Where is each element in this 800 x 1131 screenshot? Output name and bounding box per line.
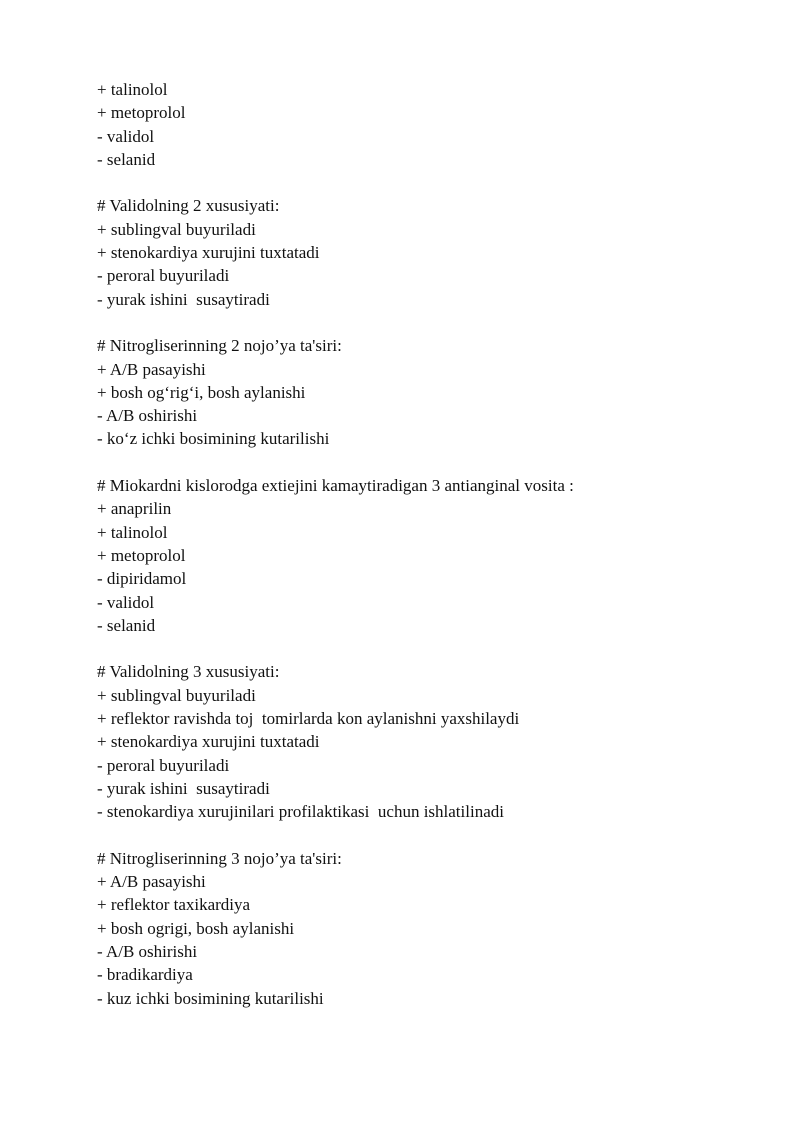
question-block	[97, 847, 737, 1010]
answer-option: + reflektor ravishda toj tomirlarda kon aylanishni yaxshilaydi	[97, 709, 520, 729]
question-heading: # Nitrogliserinning 2 nojo’ya ta'siri:	[97, 336, 342, 356]
answer-option: + sublingval buyuriladi	[97, 685, 256, 705]
answer-option: - dipiridamol	[97, 569, 187, 589]
question-block	[97, 334, 737, 450]
answer-option: - selanid	[97, 149, 156, 169]
blank-line	[97, 824, 737, 847]
answer-option: - peroral buyuriladi	[97, 755, 230, 775]
answer-option: - A/B oshirishi	[97, 941, 198, 961]
answer-option: + metoprolol	[97, 545, 186, 565]
document-content	[97, 78, 737, 1010]
question-block	[97, 194, 737, 310]
answer-option: - selanid	[97, 615, 156, 635]
answer-option: + talinolol	[97, 522, 168, 542]
answer-option: + sublingval buyuriladi	[97, 219, 256, 239]
blank-line	[97, 451, 737, 474]
question-block	[97, 78, 737, 171]
answer-option: - bradikardiya	[97, 965, 193, 985]
answer-option: - peroral buyuriladi	[97, 266, 230, 286]
answer-option: - stenokardiya xurujinilari profilaktikasi uchun ishlatilinadi	[97, 802, 504, 822]
blank-line	[97, 637, 737, 660]
answer-option: - validol	[97, 126, 155, 146]
answer-option: + A/B pasayishi	[97, 359, 206, 379]
answer-option: + metoprolol	[97, 103, 186, 123]
answer-option: + stenokardiya xurujini tuxtatadi	[97, 243, 320, 263]
blank-line	[97, 311, 737, 334]
answer-option: + stenokardiya xurujini tuxtatadi	[97, 732, 320, 752]
answer-option: - validol	[97, 592, 155, 612]
answer-option: - kuz ichki bosimining kutarilishi	[97, 988, 324, 1008]
answer-option: - A/B oshirishi	[97, 406, 198, 426]
answer-option: + bosh og‘rig‘i, bosh aylanishi	[97, 382, 306, 402]
question-block	[97, 660, 737, 823]
question-heading: # Validolning 3 xususiyati:	[97, 662, 280, 682]
question-heading: # Validolning 2 xususiyati:	[97, 196, 280, 216]
answer-option: + talinolol	[97, 80, 168, 99]
question-heading: # Nitrogliserinning 3 nojo’ya ta'siri:	[97, 848, 342, 868]
blank-line	[97, 171, 737, 194]
answer-option: + reflektor taxikardiya	[97, 895, 251, 915]
answer-option: - yurak ishini susaytiradi	[97, 289, 270, 309]
question-block	[97, 474, 737, 637]
answer-option: + A/B pasayishi	[97, 872, 206, 892]
answer-option: - ko‘z ichki bosimining kutarilishi	[97, 429, 330, 449]
answer-option: - yurak ishini susaytiradi	[97, 778, 270, 798]
answer-option: + anaprilin	[97, 499, 172, 519]
answer-option: + bosh ogrigi, bosh aylanishi	[97, 918, 295, 938]
question-heading: # Miokardni kislorodga extiejini kamaytiradigan 3 antianginal vosita :	[97, 476, 574, 496]
